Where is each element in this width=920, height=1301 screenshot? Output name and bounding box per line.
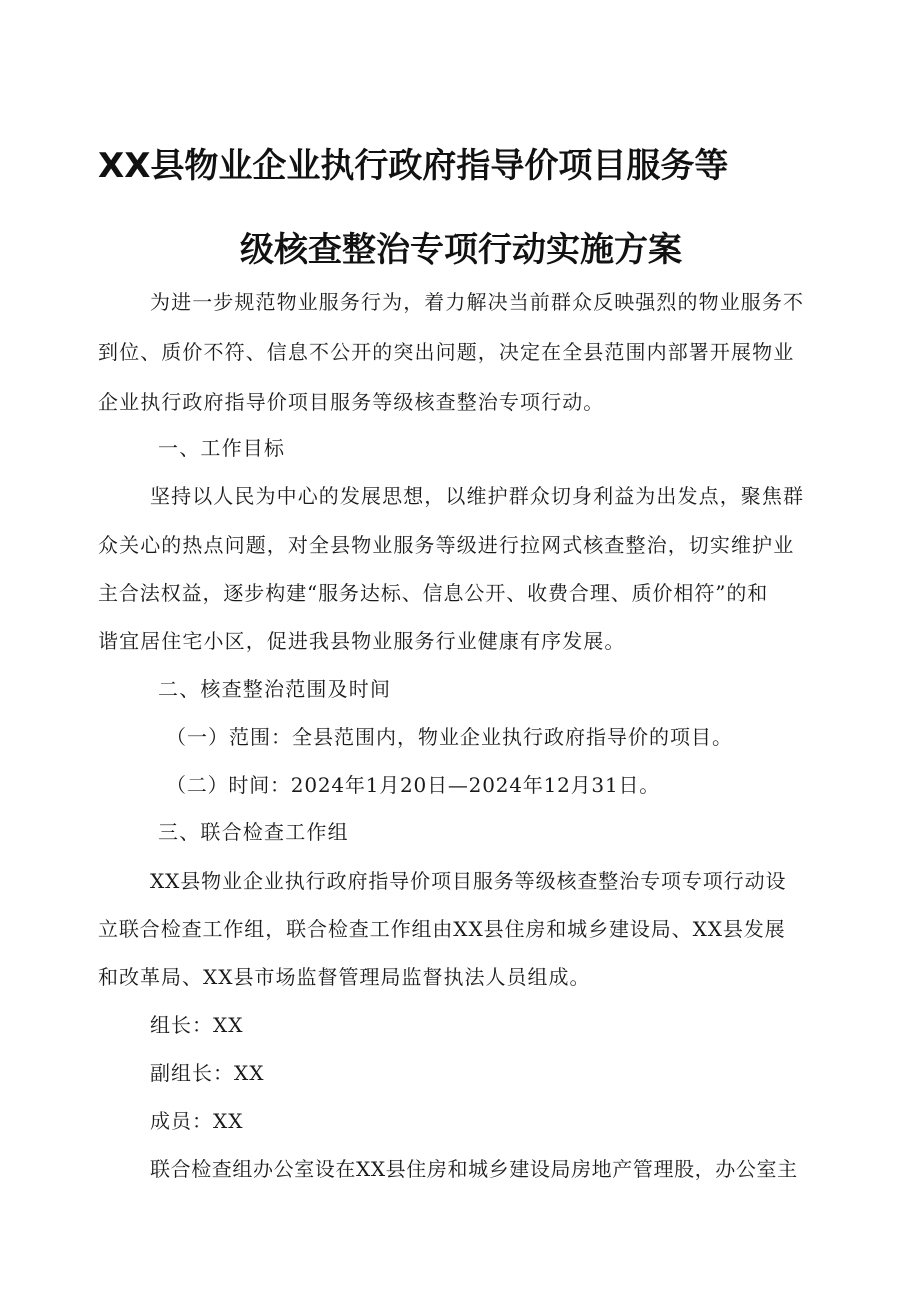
goals-paragraph-line-1: 坚持以人民为中心的发展思想，以维护群众切身利益为出发点，聚焦群 [150, 484, 805, 508]
intro-paragraph-line-3: 企业执行政府指导价项目服务等级核查整治专项行动。 [98, 390, 605, 414]
group-leader: 组长：XX [150, 1013, 244, 1037]
goals-paragraph-line-2: 众关心的热点问题，对全县物业服务等级进行拉网式核查整治，切实维护业 [98, 533, 795, 557]
office-paragraph-line-1: 联合检查组办公室设在XX县住房和城乡建设局房地产管理股，办公室主 [150, 1157, 798, 1181]
scope-item: （一）范围：全县范围内，物业企业执行政府指导价的项目。 [166, 725, 733, 749]
goals-paragraph-line-4: 谐宜居住宅小区，促进我县物业服务行业健康有序发展。 [98, 629, 626, 653]
document-title-line-1: XX县物业企业执行政府指导价项目服务等 [98, 146, 729, 186]
goals-paragraph-line-3: 主合法权益，逐步构建“服务达标、信息公开、收费合理、质价相符”的和 [98, 581, 769, 605]
document-title-line-2: 级核查整治专项行动实施方案 [240, 230, 682, 270]
working-group-paragraph-line-1: XX县物业企业执行政府指导价项目服务等级核查整治专项专项行动设 [150, 869, 787, 893]
section-heading-working-group: 三、联合检查工作组 [158, 820, 349, 844]
deputy-group-leader: 副组长：XX [150, 1061, 265, 1085]
group-members: 成员：XX [150, 1109, 244, 1133]
working-group-paragraph-line-2: 立联合检查工作组，联合检查工作组由XX县住房和城乡建设局、XX县发展 [98, 917, 786, 941]
intro-paragraph-line-1: 为进一步规范物业服务行为，着力解决当前群众反映强烈的物业服务不 [150, 290, 805, 314]
section-heading-scope-time: 二、核查整治范围及时间 [158, 677, 392, 701]
time-item: （二）时间：2024年1月20日—2024年12月31日。 [166, 773, 661, 797]
section-heading-goals: 一、工作目标 [158, 436, 286, 460]
working-group-paragraph-line-3: 和改革局、XX县市场监督管理局监督执法人员组成。 [98, 965, 591, 989]
intro-paragraph-line-2: 到位、质价不符、信息不公开的突出问题，决定在全县范围内部署开展物业 [98, 340, 795, 364]
